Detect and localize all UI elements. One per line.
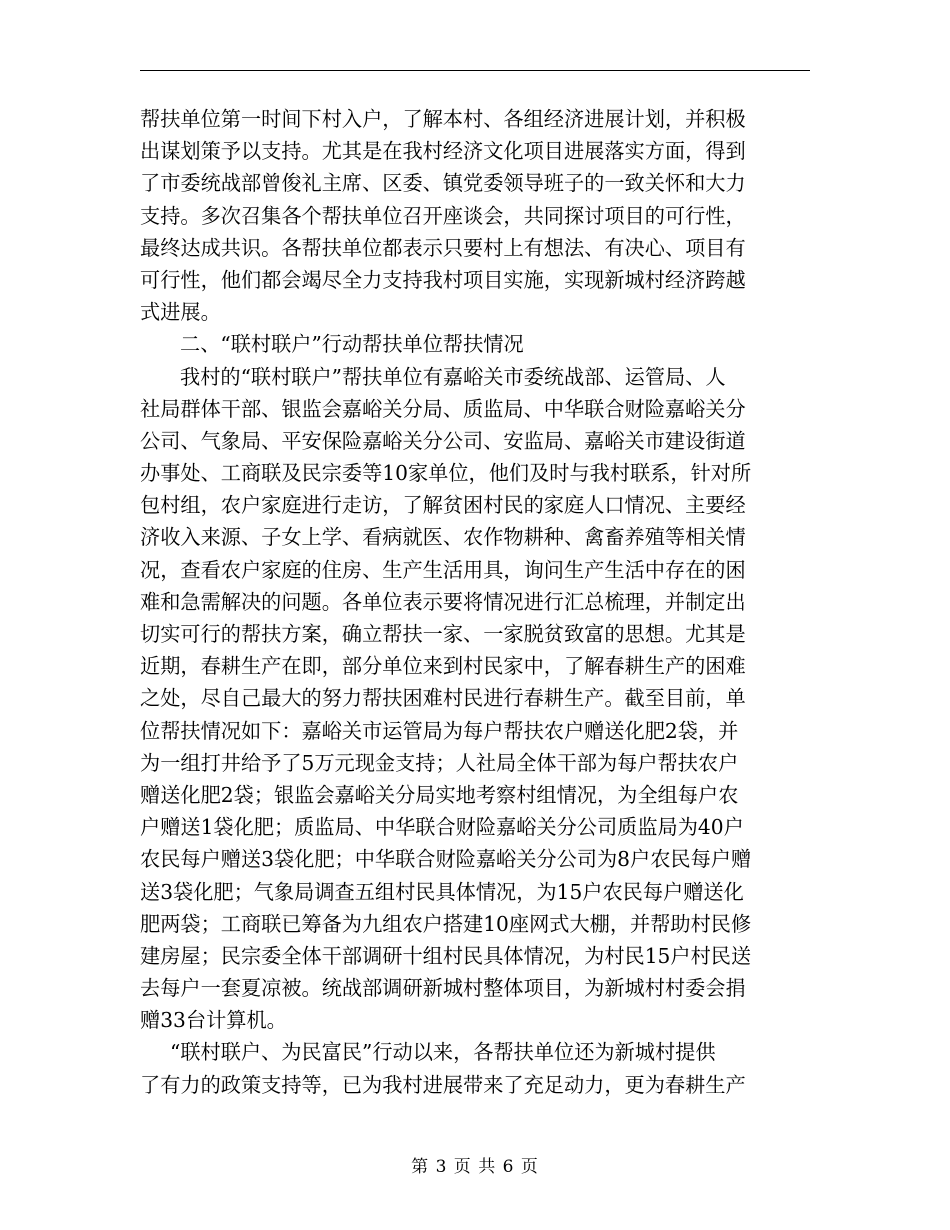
text-line: 送3袋化肥；气象局调查五组村民具体情况，为15户农民每户赠送化: [140, 879, 744, 904]
text-line: 去每户一套夏凉被。统战部调研新城村整体项目，为新城村村委会捐: [140, 976, 746, 1001]
text-line: 之处，尽自己最大的努力帮扶困难村民进行春耕生产。截至目前，单: [140, 686, 746, 711]
document-body: [140, 103, 810, 1101]
text-line: “联村联户、为民富民”行动以来，各帮扶单位还为新城村提供: [170, 1040, 716, 1065]
text-line: 支持。多次召集各个帮扶单位召开座谈会，共同探讨项目的可行性，: [140, 203, 746, 228]
text-line: 近期，春耕生产在即，部分单位来到村民家中，了解春耕生产的困难: [140, 654, 746, 679]
text-line: 建房屋；民宗委全体干部调研十组村民具体情况，为村民15户村民送: [140, 943, 752, 968]
text-line: 了市委统战部曾俊礼主席、区委、镇党委领导班子的一致关怀和大力: [140, 171, 746, 196]
text-line: 赠送化肥2袋；银监会嘉峪关分局实地考察村组情况，为全组每户农: [140, 782, 739, 807]
text-line: 位帮扶情况如下：嘉峪关市运管局为每户帮扶农户赠送化肥2袋，并: [140, 718, 739, 743]
text-line: 二、“联村联户”行动帮扶单位帮扶情况: [180, 332, 524, 357]
text-line: 可行性，他们都会竭尽全力支持我村项目实施，实现新城村经济跨越: [140, 267, 746, 292]
text-line: 办事处、工商联及民宗委等10家单位，他们及时与我村联系，针对所: [140, 461, 752, 486]
text-line: 况，查看农户家庭的住房、生产生活用具，询问生产生活中存在的困: [140, 557, 746, 582]
text-line: 户赠送1袋化肥；质监局、中华联合财险嘉峪关分公司质监局为40户: [140, 815, 744, 840]
text-line: 帮扶单位第一时间下村入户，了解本村、各组经济进展计划，并积极: [140, 107, 746, 131]
text-line: 出谋划策予以支持。尤其是在我村经济文化项目进展落实方面，得到: [140, 139, 746, 164]
text-line: 式进展。: [140, 300, 221, 325]
text-line: 赠33台计算机。: [140, 1008, 287, 1033]
text-line: 包村组，农户家庭进行走访，了解贫困村民的家庭人口情况、主要经: [140, 493, 746, 518]
text-line: 农民每户赠送3袋化肥；中华联合财险嘉峪关分公司为8户农民每户赠: [140, 847, 752, 872]
text-line: 我村的“联村联户”帮扶单位有嘉峪关市委统战部、运管局、人: [180, 364, 726, 389]
page-number: 第 3 页 共 6 页: [411, 1157, 539, 1177]
text-line: 最终达成共识。各帮扶单位都表示只要村上有想法、有决心、项目有: [140, 235, 746, 260]
text-line: 济收入来源、子女上学、看病就医、农作物耕种、禽畜养殖等相关情: [140, 525, 746, 550]
text-line: 肥两袋；工商联已筹备为九组农户搭建10座网式大棚，并帮助村民修: [140, 911, 752, 936]
header-rule: [140, 70, 810, 71]
text-line: 切实可行的帮扶方案，确立帮扶一家、一家脱贫致富的思想。尤其是: [140, 622, 746, 646]
text-line: 公司、气象局、平安保险嘉峪关分公司、安监局、嘉峪关市建设街道: [140, 428, 746, 453]
text-line: 难和急需解决的问题。各单位表示要将情况进行汇总梳理，并制定出: [140, 589, 746, 614]
text-line: 了有力的政策支持等，已为我村进展带来了充足动力，更为春耕生产: [140, 1072, 746, 1097]
text-line: 为一组打井给予了5万元现金支持；人社局全体干部为每户帮扶农户: [140, 750, 739, 775]
text-line: 社局群体干部、银监会嘉峪关分局、质监局、中华联合财险嘉峪关分: [140, 396, 746, 421]
